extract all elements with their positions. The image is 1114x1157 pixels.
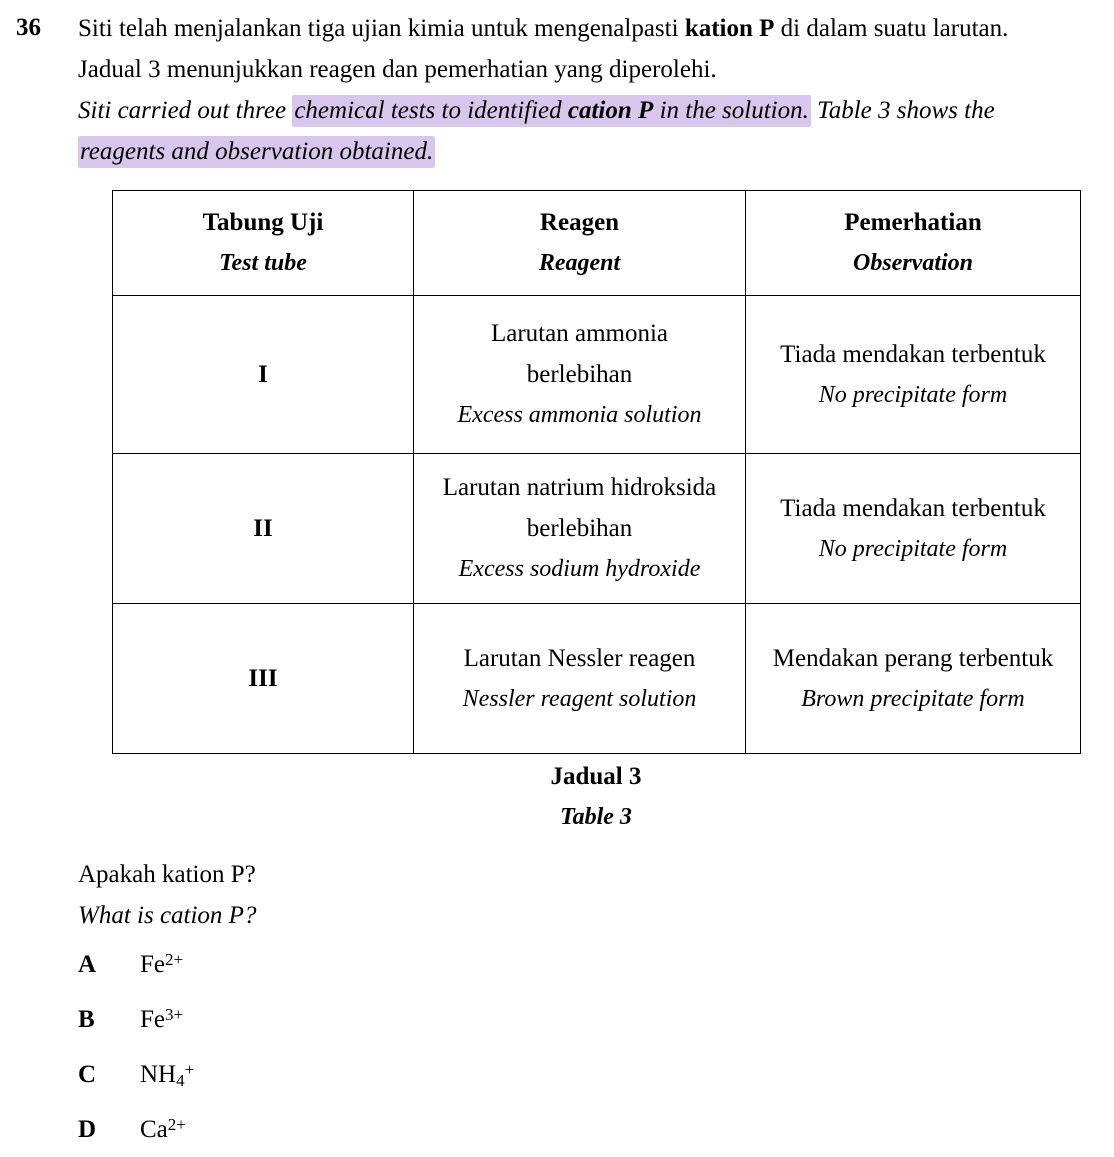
cell-reagent-2 xyxy=(414,454,746,604)
observation-malay-1: Tiada mendakan terbentuk xyxy=(780,340,1046,368)
prompt-malay: Apakah kation P? xyxy=(78,861,256,888)
stem-malay-line-1 xyxy=(78,8,1092,49)
observation-malay-2: Tiada mendakan terbentuk xyxy=(780,494,1046,522)
option-c-base: NH xyxy=(140,1060,177,1088)
results-table-wrap xyxy=(0,190,1114,754)
header-reagent-malay: Reagen xyxy=(539,209,620,236)
cell-observation-1 xyxy=(746,296,1081,454)
reagent-english-3: Nessler reagent solution xyxy=(462,685,697,712)
table-caption-english: Table 3 xyxy=(560,804,632,830)
reagent-malay-1-line1: Larutan ammonia xyxy=(490,320,668,347)
question-prompt-block xyxy=(0,854,1114,1157)
table-header-cell-tube xyxy=(113,191,414,296)
reagent-malay-2-line1: Larutan natrium hidroksida xyxy=(442,474,717,501)
table-caption-malay: Jadual 3 xyxy=(550,763,642,790)
table-row xyxy=(113,296,1081,454)
option-a-letter: A xyxy=(78,951,97,979)
option-d-text xyxy=(140,1103,186,1157)
option-c-text xyxy=(140,1048,194,1103)
option-b-base: Fe xyxy=(140,1005,165,1033)
question-number: 36 xyxy=(16,14,41,41)
observation-malay-3: Mendakan perang terbentuk xyxy=(772,644,1054,672)
option-b[interactable] xyxy=(78,993,1114,1048)
option-c[interactable] xyxy=(78,1048,1114,1103)
reagent-malay-1-line2: berlebihan xyxy=(526,361,633,388)
option-c-letter: C xyxy=(78,1060,97,1088)
option-a-base: Fe xyxy=(140,951,165,979)
stem-english-highlight-1 xyxy=(292,95,811,127)
stem-english-hl-post: in the solution. xyxy=(653,97,809,124)
option-a[interactable] xyxy=(78,938,1114,993)
table-header-row xyxy=(113,191,1081,296)
option-b-text xyxy=(140,993,183,1048)
table-header-cell-observation xyxy=(746,191,1081,296)
tube-label-1: I xyxy=(258,360,268,388)
stem-english-line-1 xyxy=(78,90,1092,131)
table-header-cell-reagent xyxy=(414,191,746,296)
stem-english-line-1-post: Table 3 shows the xyxy=(810,97,995,124)
cell-tube-3 xyxy=(113,604,414,754)
option-d-sup: 2+ xyxy=(167,1114,186,1134)
option-c-sup: + xyxy=(184,1059,195,1079)
option-c-sub: 4 xyxy=(176,1070,185,1090)
stem-malay-line-1-bold: kation P xyxy=(684,15,775,42)
question-stem-body xyxy=(78,8,1114,172)
question-stem xyxy=(0,0,1114,172)
observation-english-3: Brown precipitate form xyxy=(801,685,1025,712)
cell-tube-1 xyxy=(113,296,414,454)
header-observation-malay: Pemerhatian xyxy=(844,209,982,236)
option-d-base: Ca xyxy=(140,1115,168,1143)
stem-malay-line-1-post: di dalam suatu larutan. xyxy=(774,15,1009,42)
cell-observation-2 xyxy=(746,454,1081,604)
header-tube-malay: Tabung Uji xyxy=(202,209,324,236)
tube-label-2: II xyxy=(253,514,273,542)
table-row xyxy=(113,604,1081,754)
stem-malay-line-1-pre: Siti telah menjalankan tiga ujian kimia untuk mengenalpasti xyxy=(78,15,685,42)
stem-malay-line-2: Jadual 3 menunjukkan reagen dan pemerhatian yang diperolehi. xyxy=(78,56,717,83)
stem-english-hl-pre: chemical tests to identified xyxy=(294,97,568,124)
option-d[interactable] xyxy=(78,1103,1114,1157)
results-table xyxy=(112,190,1081,754)
reagent-english-2: Excess sodium hydroxide xyxy=(458,556,701,582)
stem-english-line-2 xyxy=(78,131,1092,172)
answer-options xyxy=(78,938,1114,1157)
observation-english-1: No precipitate form xyxy=(818,381,1008,408)
reagent-english-1: Excess ammonia solution xyxy=(457,402,702,428)
cell-observation-3 xyxy=(746,604,1081,754)
stem-english-highlight-2: reagents and observation obtained. xyxy=(78,136,435,168)
stem-english-line-1-pre: Siti carried out three xyxy=(78,97,293,124)
header-observation-english: Observation xyxy=(853,250,973,276)
table-caption xyxy=(0,756,1114,838)
option-b-letter: B xyxy=(78,1005,95,1033)
cell-tube-2 xyxy=(113,454,414,604)
table-row xyxy=(113,454,1081,604)
header-reagent-english: Reagent xyxy=(538,250,621,276)
header-tube-english: Test tube xyxy=(219,250,307,276)
tube-label-3: III xyxy=(248,664,278,692)
cell-reagent-3 xyxy=(414,604,746,754)
observation-english-2: No precipitate form xyxy=(818,535,1008,562)
option-d-letter: D xyxy=(78,1115,97,1143)
option-b-sup: 3+ xyxy=(165,1004,184,1024)
stem-english-hl-bold: cation P xyxy=(567,97,654,124)
option-a-sup: 2+ xyxy=(165,950,184,969)
option-a-text xyxy=(140,938,183,993)
cell-reagent-1 xyxy=(414,296,746,454)
reagent-malay-3-line1: Larutan Nessler reagen xyxy=(463,644,696,672)
prompt-english: What is cation P? xyxy=(78,902,257,929)
reagent-malay-2-line2: berlebihan xyxy=(526,515,633,542)
